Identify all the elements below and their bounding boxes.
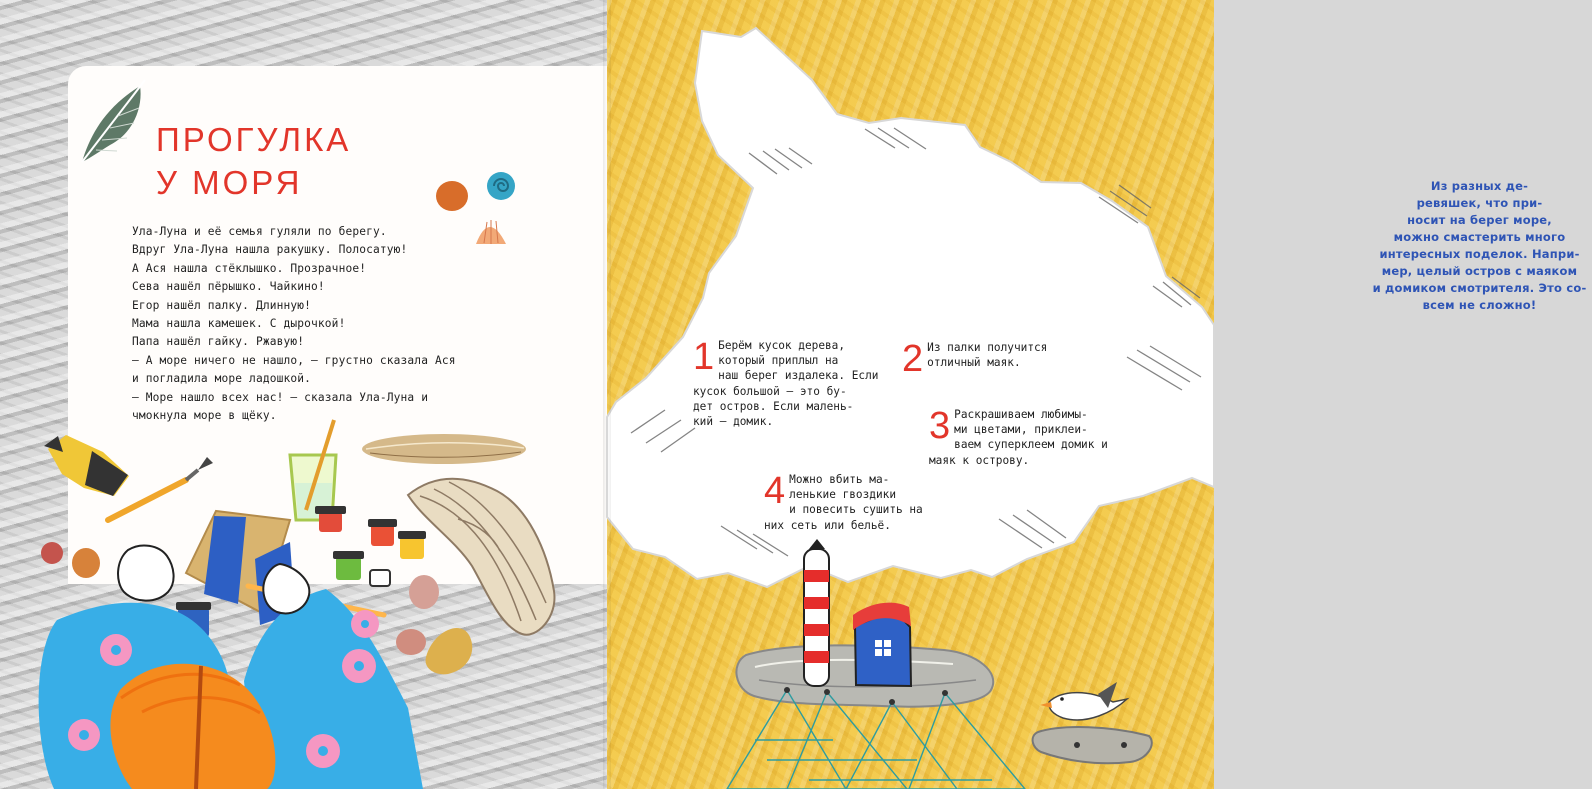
story-line-6: Мама нашла камешек. С дырочкой!: [132, 317, 346, 331]
step-3-text: [929, 407, 1108, 468]
intro-line-6: мер, целый остров с маяком: [1381, 264, 1578, 278]
step-3-number: 3: [929, 405, 951, 447]
story-line-8: — А море ничего не нашло, — грустно сказала Ася: [132, 353, 456, 367]
step-1-text: [693, 338, 879, 429]
step-2: [902, 338, 1048, 380]
step-3-line-3: ваем суперклеем домик и: [954, 438, 1108, 452]
seagull-icon: [1040, 682, 1127, 720]
paint-brush-icon: [108, 457, 213, 520]
step-2-number: 2: [902, 338, 924, 380]
page-gutter: [603, 0, 611, 789]
wooden-plank-icon: [362, 434, 526, 464]
step-3-line-2: ми цветами, приклеи-: [954, 423, 1088, 437]
story-line-5: Егор нашёл палку. Длинную!: [132, 298, 312, 312]
step-3-line-1: Раскрашиваем любимы-: [954, 408, 1088, 421]
step-4-line-3: и повесить сушить на: [789, 503, 923, 517]
step-4-line-2: ленькие гвоздики: [789, 488, 897, 502]
story-title-line-1: ПРОГУЛКА: [156, 121, 352, 158]
step-1-line-1: Берём кусок дерева,: [718, 339, 846, 352]
step-1-line-4: кусок большой — это бу-: [693, 384, 847, 398]
step-2-line-2: отличный маяк.: [927, 356, 1021, 370]
story-line-2: Вдруг Ула-Луна нашла ракушку. Полосатую!: [132, 243, 408, 257]
story-line-9: и погладила море ладошкой.: [132, 372, 312, 386]
story-line-10: — Море нашло всех нас! — сказала Ула-Луна и: [132, 390, 429, 404]
step-2-line-1: Из палки получится: [927, 341, 1048, 354]
step-4-line-1: Можно вбить ма-: [789, 473, 890, 486]
step-3-line-4: маяк к острову.: [929, 453, 1030, 467]
story-title: [156, 118, 351, 204]
story-line-11: чмокнула море в щёку.: [132, 409, 277, 423]
step-1-number: 1: [693, 336, 715, 378]
intro-line-4: можно смастерить много: [1393, 230, 1566, 244]
step-1-line-6: кий — домик.: [693, 415, 774, 429]
story-line-7: Папа нашёл гайку. Ржавую!: [132, 335, 305, 349]
story-line-3: А Ася нашла стёклышко. Прозрачное!: [132, 261, 367, 275]
step-1-line-5: дет остров. Если малень-: [693, 399, 854, 413]
story-title-line-2: У МОРЯ: [156, 164, 303, 201]
story-text: [132, 223, 517, 425]
story-line-1: Ула-Луна и её семья гуляли по берегу.: [132, 225, 387, 238]
intro-line-3: носит на берег море,: [1407, 213, 1552, 227]
step-4: [764, 470, 923, 533]
driftwood-icon: [408, 479, 554, 635]
left-page: [0, 0, 607, 789]
step-1: [693, 336, 879, 429]
small-stone-icon: [1033, 727, 1152, 763]
water-glass-icon: [290, 420, 336, 520]
step-4-number: 4: [764, 470, 786, 512]
feather-icon: [82, 80, 145, 162]
step-1-line-2: который приплыл на: [718, 354, 839, 368]
step-3: [929, 405, 1108, 468]
lighthouse-icon: [804, 539, 829, 686]
house-icon: [853, 603, 911, 686]
intro-line-8: всем не сложно!: [1422, 298, 1537, 312]
intro-line-1: Из разных де-: [1430, 179, 1529, 193]
step-4-line-4: них сеть или бельё.: [764, 518, 891, 532]
intro-line-5: интересных поделок. Напри-: [1379, 247, 1580, 261]
intro-line-2: ревяшек, что при-: [1416, 196, 1543, 210]
story-line-4: Сева нашёл пёрышко. Чайкино!: [132, 280, 325, 294]
intro-text: [1367, 178, 1592, 314]
intro-line-7: и домиком смотрителя. Это со-: [1372, 281, 1587, 295]
step-1-line-3: наш берег издалека. Если: [718, 369, 879, 383]
paint-tube-icon: [44, 435, 129, 496]
